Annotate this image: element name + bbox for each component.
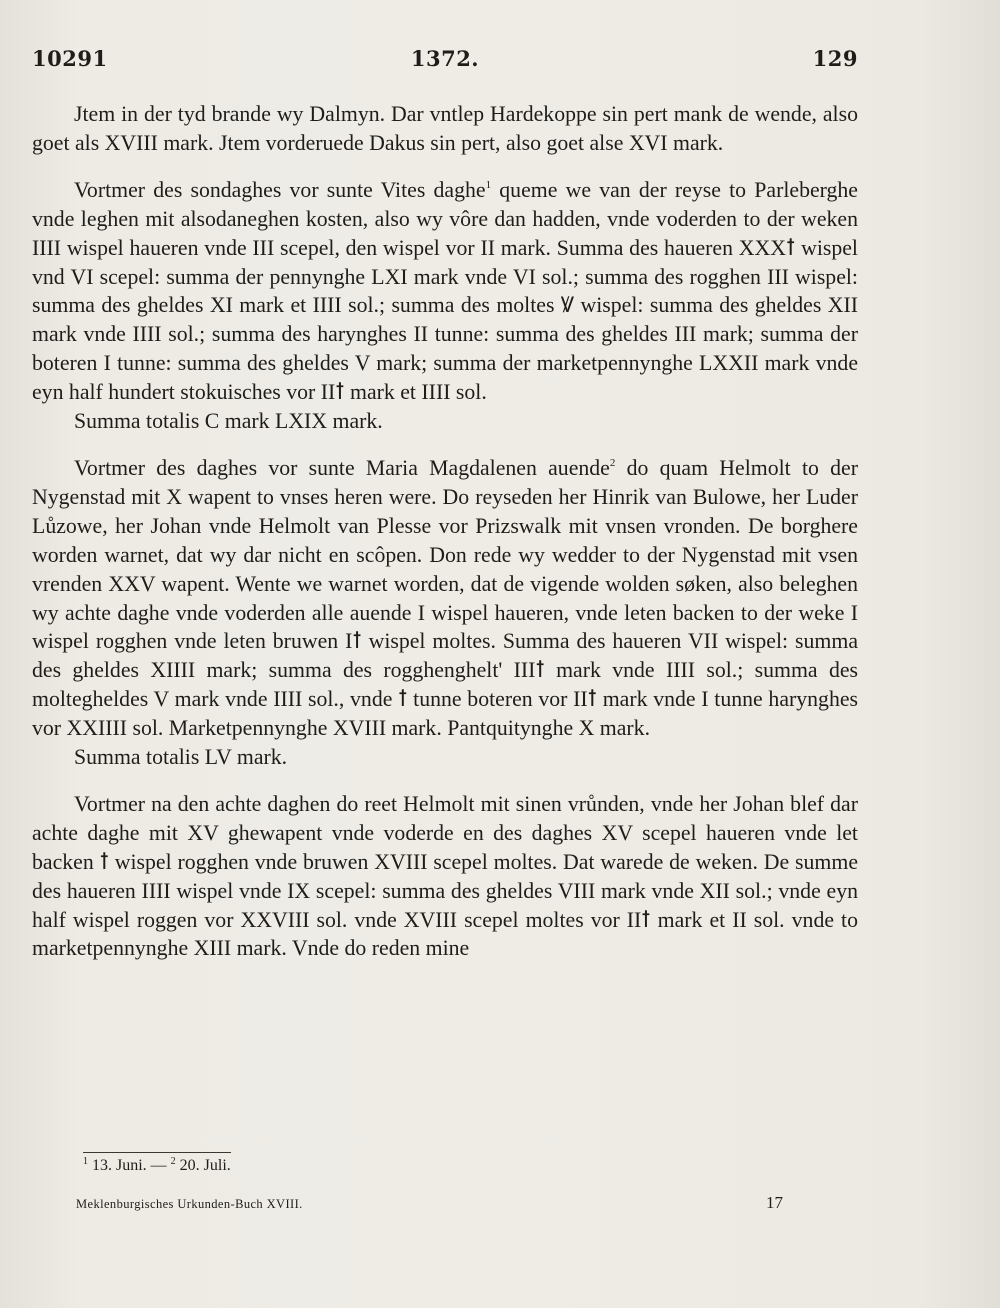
paragraph-text: queme we van der reyse to Parleberghe vnde leghen mit alsodaneghen kosten, also wy vôre dan hadden, vnde voderden to der weken IIII wispel haueren vnde III scepel, den wispel vor II mark. Summa des haueren XXXꝉ wispel vnd VI scepel: summa der pennynghe LXI mark vnde VI sol.; summa des rogghen III wispel: summa des gheldes XI mark et IIII sol.; summa des moltes Ꝟ wispel: summa des gheldes XII mark vnde IIII sol.; summa des harynghes II tunne: summa des gheldes III mark; summa der boteren I tunne: summa des gheldes V mark; summa der marketpennynghe LXXII mark vnde eyn half hundert stokuisches vor IIꝉ mark et IIII sol. [32, 177, 858, 405]
paragraph-achte-daghen: Vortmer na den achte daghen do reet Helmolt mit sinen vrůnden, vnde her Johan blef dar achte daghe mit XV ghewapent vnde voderde en des daghes XV scepel haueren vnde let backen ꝉ wispel rogghen vnde bruwen XVIII scepel moltes. Dat warede de weken. De summe des haueren IIII wispel vnde IX scepel: summa des gheldes VIII mark vnde XII sol.; vnde eyn half wispel roggen vor XXVIII sol. vnde XVIII scepel moltes vor IIꝉ mark et II sol. vnde to marketpennynghe XIII mark. Vnde do reden mine [32, 791, 858, 961]
paragraph-text: Vortmer des daghes vor sunte Maria Magdalenen auende [74, 455, 610, 480]
document-number: 10291 [32, 46, 108, 71]
printer-signature: 17 [766, 1193, 783, 1212]
paragraph-parleberghe [32, 176, 858, 407]
footnote-rule [83, 1152, 231, 1153]
footnote-text-1: 13. Juni. — [88, 1157, 171, 1174]
main-text [32, 100, 858, 963]
year-heading: 1372. [410, 46, 480, 71]
paragraph-dalmyn: Jtem in der tyd brande wy Dalmyn. Dar vntlep Hardekoppe sin pert mank de wende, also goet als XVIII mark. Jtem vorderuede Dakus sin pert, also goet alse XVI mark. [32, 102, 858, 155]
summa-totalis-2: Summa totalis LV mark. [74, 745, 288, 770]
series-title: Meklenburgisches Urkunden-Buch XVIII. [76, 1197, 303, 1211]
footnotes [83, 1156, 231, 1176]
page-number: 129 [812, 46, 858, 71]
paragraph-text: Vortmer des sondaghes vor sunte Vites daghe [74, 177, 486, 202]
paragraph-magdalenen [32, 454, 858, 743]
footnote-ref-1: 1 [485, 178, 492, 191]
footnote-mark-2: 2 [170, 1156, 176, 1167]
footnote-text-2: 20. Juli. [175, 1157, 231, 1174]
summa-totalis-1: Summa totalis C mark LXIX mark. [74, 409, 383, 434]
paragraph-text: do quam Helmolt to der Nygenstad mit X wapent to vnses heren were. Do reyseden her Hinrik van Bulowe, her Luder Lůzowe, her Johan vnde Helmolt van Plesse vor Prizswalk mit vnsen vronden. De borghere worden warnet, dat wy dar nicht en scôpen. Don rede wy wedder to der Nygenstad mit vsen vrenden XXV wapent. Wente we warnet worden, dat de vigende wolden søken, also beleghen wy achte daghe vnde voderden alle auende I wispel haueren, vnde leten backen to der weke I wispel rogghen vnde leten bruwen Iꝉ wispel moltes. Summa des haueren VII wispel: summa des gheldes XIIII mark; summa des rogghenghelt' IIIꝉ mark vnde IIII sol.; summa des moltegheldes V mark vnde IIII sol., vnde ꝉ tunne boteren vor IIꝉ mark vnde I tunne harynghes vor XXIIII sol. Marketpennynghe XVIII mark. Pantquitynghe X mark. [32, 455, 858, 741]
footnote-ref-2: 2 [609, 456, 616, 469]
footnote-mark-1: 1 [83, 1156, 88, 1167]
page-header [32, 46, 858, 78]
